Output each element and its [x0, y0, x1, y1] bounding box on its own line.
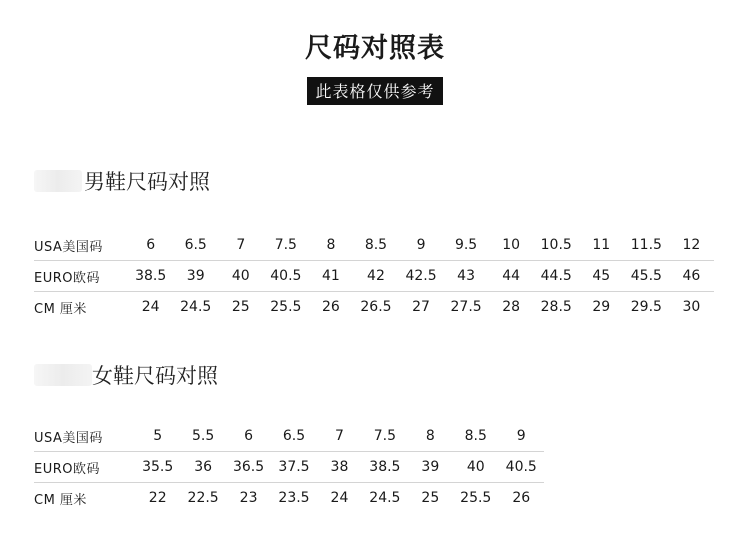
size-cell: 23	[226, 483, 271, 514]
size-cell: 8	[326, 237, 336, 253]
row-label: USA美国码	[34, 239, 103, 255]
men-size-table	[34, 230, 714, 322]
size-cell: 5	[153, 428, 163, 444]
size-cell: 40	[218, 261, 263, 292]
size-cell: 35.5	[135, 452, 180, 483]
reference-note: 此表格仅供参考	[307, 77, 442, 105]
size-cell: 44	[489, 261, 534, 292]
size-cell: 6.5	[282, 428, 306, 444]
size-cell: 11	[592, 237, 611, 253]
size-cell: 25.5	[263, 292, 308, 323]
size-cell: 10.5	[540, 237, 572, 253]
row-label: EURO欧码	[34, 261, 128, 292]
size-cell: 46	[669, 261, 714, 292]
size-cell: 28	[489, 292, 534, 323]
size-cell: 40.5	[263, 261, 308, 292]
size-cell: 39	[408, 452, 453, 483]
size-cell: 38	[317, 452, 362, 483]
blurred-title-prefix	[34, 364, 92, 386]
size-cell: 11.5	[630, 237, 662, 253]
size-cell: 42.5	[399, 261, 444, 292]
size-cell: 38.5	[128, 261, 173, 292]
size-cell: 7.5	[274, 237, 297, 253]
size-cell: 5.5	[192, 428, 215, 444]
men-section-title: 男鞋尺码对照	[84, 170, 210, 194]
size-cell: 26.5	[353, 292, 398, 323]
size-cell: 37.5	[271, 452, 316, 483]
table-row	[34, 261, 714, 292]
size-cell: 45	[579, 261, 624, 292]
table-row	[34, 483, 544, 514]
size-cell: 40.5	[498, 452, 544, 483]
size-cell: 29	[579, 292, 624, 323]
size-cell: 26	[308, 292, 353, 323]
size-cell: 7	[236, 237, 246, 253]
size-cell: 29.5	[624, 292, 669, 323]
size-cell: 9	[416, 237, 426, 253]
size-cell: 7.5	[373, 428, 397, 444]
blurred-title-prefix	[34, 170, 82, 192]
size-cell: 22	[135, 483, 180, 514]
size-cell: 24.5	[173, 292, 218, 323]
men-size-table-body	[34, 230, 714, 322]
row-label: CM 厘米	[34, 483, 135, 514]
size-cell: 24	[317, 483, 362, 514]
reference-note-wrapper	[0, 77, 750, 105]
size-cell: 41	[308, 261, 353, 292]
size-cell: 38.5	[362, 452, 407, 483]
size-cell: 25	[408, 483, 453, 514]
size-cell: 27.5	[444, 292, 489, 323]
women-size-table-body	[34, 421, 544, 513]
size-cell: 26	[498, 483, 544, 514]
row-label: CM 厘米	[34, 292, 128, 323]
size-cell: 40	[453, 452, 498, 483]
row-label: USA美国码	[34, 430, 103, 446]
size-cell: 25.5	[453, 483, 498, 514]
size-cell: 42	[353, 261, 398, 292]
table-row	[34, 292, 714, 323]
size-cell: 12	[682, 237, 701, 253]
table-row	[34, 230, 714, 261]
women-size-table	[34, 421, 544, 513]
size-cell: 43	[444, 261, 489, 292]
size-cell: 9	[516, 428, 526, 444]
size-cell: 45.5	[624, 261, 669, 292]
page-title: 尺码对照表	[305, 33, 445, 64]
size-cell: 6	[146, 237, 156, 253]
women-section-title: 女鞋尺码对照	[92, 364, 218, 388]
size-cell: 39	[173, 261, 218, 292]
row-label: EURO欧码	[34, 452, 135, 483]
size-cell: 22.5	[180, 483, 225, 514]
size-cell: 24.5	[362, 483, 407, 514]
size-cell: 8.5	[364, 237, 388, 253]
size-cell: 6	[244, 428, 254, 444]
size-cell: 36	[180, 452, 225, 483]
size-cell: 44.5	[534, 261, 579, 292]
size-cell: 7	[334, 428, 344, 444]
size-cell: 23.5	[271, 483, 316, 514]
table-row	[34, 452, 544, 483]
size-cell: 8	[425, 428, 435, 444]
size-cell: 8.5	[464, 428, 487, 444]
size-cell: 24	[128, 292, 173, 323]
size-cell: 27	[399, 292, 444, 323]
size-cell: 10	[502, 237, 521, 253]
size-cell: 30	[669, 292, 714, 323]
size-cell: 6.5	[184, 237, 207, 253]
size-cell: 25	[218, 292, 263, 323]
size-cell: 36.5	[226, 452, 271, 483]
size-cell: 9.5	[454, 237, 478, 253]
table-row	[34, 421, 544, 452]
size-cell: 28.5	[534, 292, 579, 323]
